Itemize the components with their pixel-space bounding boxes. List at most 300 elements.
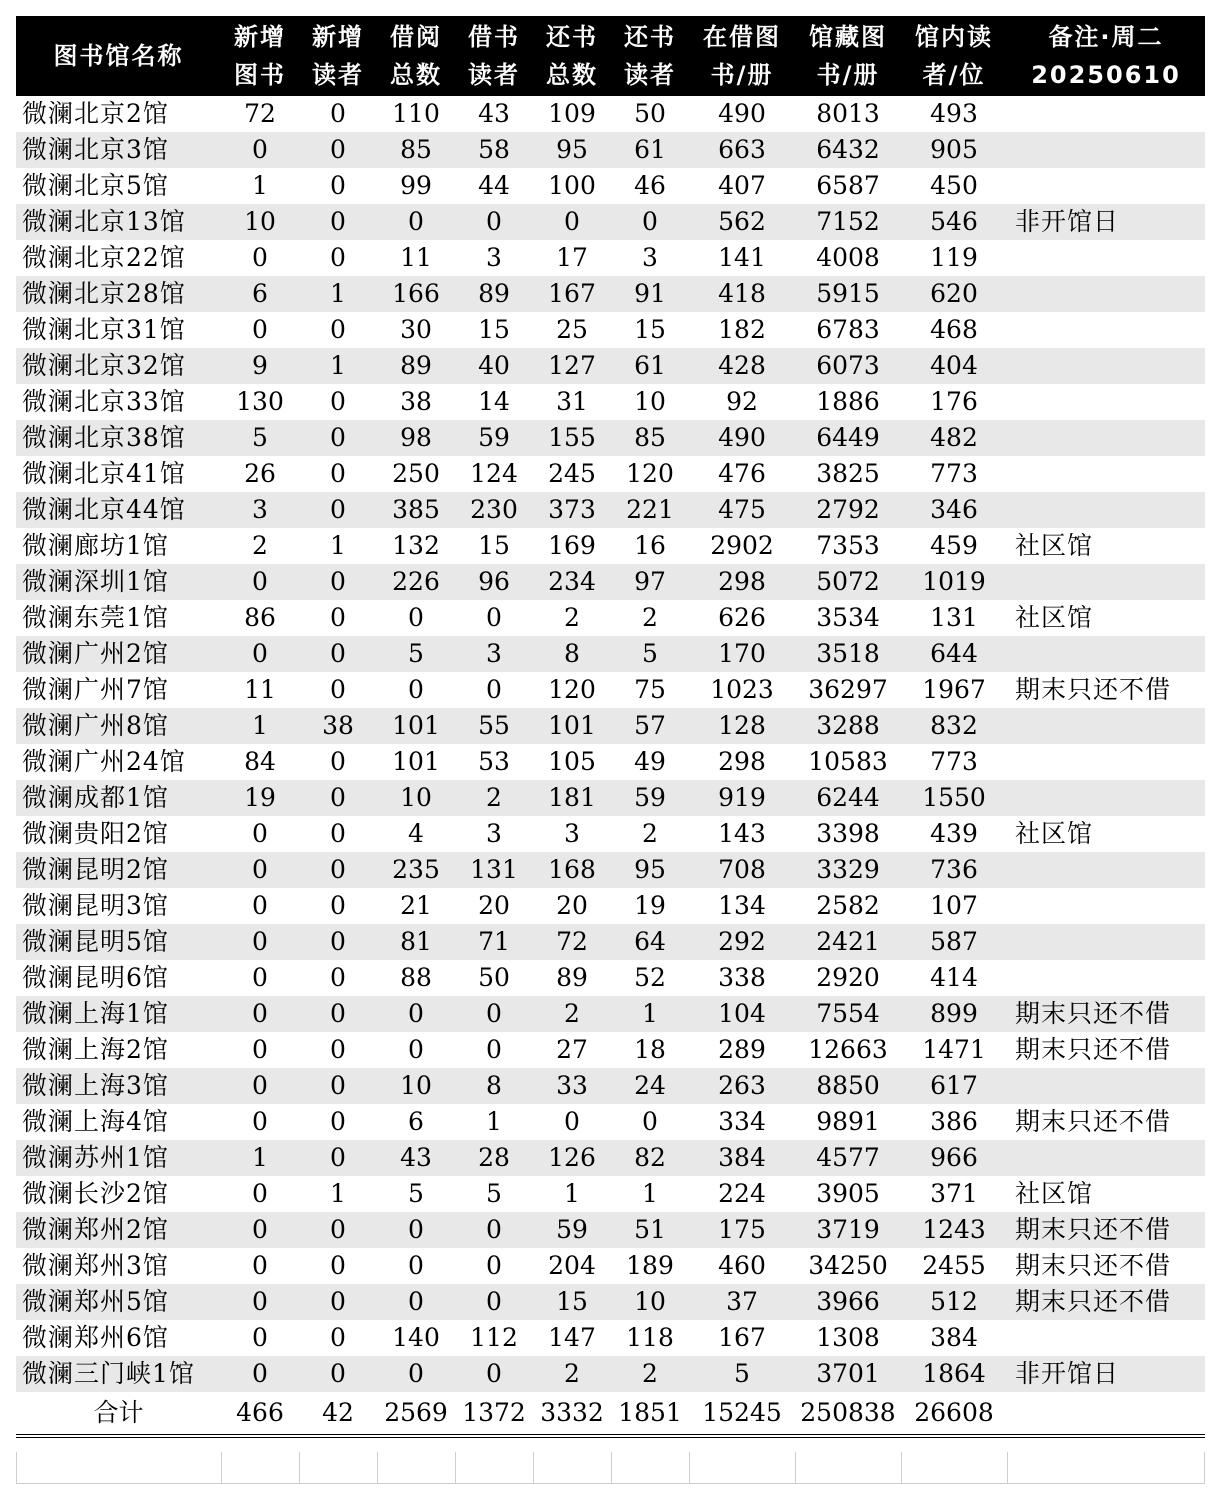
value-cell: 0: [330, 315, 346, 344]
table-body: [16, 96, 1205, 1392]
value-cell: 2: [611, 1356, 689, 1392]
value-cell: 708: [689, 852, 795, 888]
value-cell: 0: [299, 1356, 377, 1392]
value-cell: 6: [408, 1107, 424, 1136]
totals-cell: 2569: [377, 1392, 455, 1436]
value-cell: 61: [611, 132, 689, 168]
value-cell: 346: [901, 492, 1007, 528]
note-cell: [1007, 852, 1205, 888]
note-cell: [1007, 960, 1205, 996]
value-cell: 0: [221, 852, 299, 888]
library-name-cell: 微澜北京33馆: [22, 387, 186, 416]
value-cell: 4577: [795, 1140, 901, 1176]
value-cell: 127: [533, 348, 611, 384]
value-cell: 0: [299, 636, 377, 672]
value-cell: 130: [236, 387, 284, 416]
library-name-cell: 微澜北京5馆: [22, 171, 169, 200]
value-cell: 1: [330, 1179, 346, 1208]
value-cell: 0: [377, 996, 455, 1032]
library-name-cell: 微澜郑州2馆: [16, 1212, 221, 1248]
table-row: [16, 456, 1205, 492]
table-row: [16, 492, 1205, 528]
value-cell: 141: [718, 243, 766, 272]
note-cell: 非开馆日: [1007, 204, 1205, 240]
value-cell: 966: [901, 1140, 1007, 1176]
note-cell: [1007, 888, 1205, 924]
value-cell: 384: [689, 1140, 795, 1176]
value-cell: 0: [221, 564, 299, 600]
value-cell: 182: [718, 315, 766, 344]
empty-cell: [689, 1452, 795, 1484]
value-cell: 0: [455, 996, 533, 1032]
value-cell: 51: [611, 1212, 689, 1248]
value-cell: 0: [299, 1140, 377, 1176]
value-cell: 10583: [808, 747, 888, 776]
value-cell: 7353: [816, 531, 880, 560]
table-row: [16, 240, 1205, 276]
value-cell: 20: [556, 891, 588, 920]
library-name-cell: 微澜广州2馆: [16, 636, 221, 672]
value-cell: 0: [330, 387, 346, 416]
value-cell: 0: [252, 1323, 268, 1352]
value-cell: 59: [533, 1212, 611, 1248]
value-cell: 6: [221, 276, 299, 312]
value-cell: 44: [478, 171, 510, 200]
value-cell: 31: [556, 387, 588, 416]
value-cell: 0: [252, 891, 268, 920]
table-row: [16, 1176, 1205, 1212]
value-cell: 0: [221, 636, 299, 672]
value-cell: 587: [901, 924, 1007, 960]
value-cell: 75: [634, 675, 666, 704]
value-cell: 131: [930, 603, 978, 632]
value-cell: 0: [299, 780, 377, 816]
value-cell: 0: [408, 603, 424, 632]
value-cell: 617: [901, 1068, 1007, 1104]
value-cell: 263: [689, 1068, 795, 1104]
value-cell: 1: [330, 531, 346, 560]
totals-label: 合计: [16, 1392, 221, 1436]
value-cell: 49: [634, 747, 666, 776]
value-cell: 250: [392, 459, 440, 488]
value-cell: 0: [252, 1107, 268, 1136]
value-cell: 546: [901, 204, 1007, 240]
value-cell: 167: [533, 276, 611, 312]
value-cell: 0: [377, 204, 455, 240]
value-cell: 0: [299, 1284, 377, 1320]
value-cell: 373: [533, 492, 611, 528]
library-name-cell: 微澜广州8馆: [16, 708, 221, 744]
value-cell: 5: [611, 636, 689, 672]
value-cell: 10: [221, 204, 299, 240]
value-cell: 0: [252, 963, 268, 992]
value-cell: 0: [252, 1035, 268, 1064]
value-cell: 0: [299, 132, 377, 168]
value-cell: 204: [548, 1251, 596, 1280]
value-cell: 3: [564, 819, 580, 848]
header-return-readers: 还书 读者: [611, 16, 689, 96]
value-cell: 371: [930, 1179, 978, 1208]
value-cell: 57: [611, 708, 689, 744]
value-cell: 170: [689, 636, 795, 672]
totals-cell: 466: [221, 1392, 299, 1436]
value-cell: 33: [533, 1068, 611, 1104]
value-cell: 2: [642, 819, 658, 848]
table-row: [16, 1068, 1205, 1104]
empty-cell: [1007, 1452, 1205, 1484]
value-cell: 221: [611, 492, 689, 528]
value-cell: 43: [377, 1140, 455, 1176]
value-cell: 0: [221, 1212, 299, 1248]
value-cell: 28: [455, 1140, 533, 1176]
value-cell: 126: [533, 1140, 611, 1176]
table-row: [16, 708, 1205, 744]
value-cell: 235: [377, 852, 455, 888]
library-name-cell: 微澜北京31馆: [22, 315, 186, 344]
value-cell: 298: [689, 564, 795, 600]
value-cell: 0: [299, 1212, 377, 1248]
value-cell: 15: [478, 315, 510, 344]
value-cell: 298: [718, 747, 766, 776]
note-cell: 社区馆: [1015, 531, 1094, 560]
library-name-cell: 微澜北京32馆: [16, 348, 221, 384]
value-cell: 1: [221, 1140, 299, 1176]
value-cell: 0: [221, 996, 299, 1032]
value-cell: 386: [930, 1107, 978, 1136]
note-cell: [1007, 564, 1205, 600]
value-cell: 3825: [816, 459, 880, 488]
empty-cell: [795, 1452, 901, 1484]
note-cell: [1007, 384, 1205, 420]
value-cell: 1: [299, 348, 377, 384]
value-cell: 6432: [795, 132, 901, 168]
value-cell: 43: [478, 99, 510, 128]
value-cell: 493: [930, 99, 978, 128]
value-cell: 0: [299, 204, 377, 240]
header-library-name: 图书馆名称: [16, 16, 221, 96]
value-cell: 0: [252, 1179, 268, 1208]
value-cell: 0: [252, 1251, 268, 1280]
value-cell: 46: [634, 171, 666, 200]
totals-row: [16, 1392, 1205, 1436]
value-cell: 5: [486, 1179, 502, 1208]
library-name-cell: 微澜广州24馆: [22, 747, 186, 776]
table-row: [16, 1320, 1205, 1356]
header-new-readers: 新增 读者: [299, 16, 377, 96]
value-cell: 0: [486, 675, 502, 704]
value-cell: 3329: [795, 852, 901, 888]
value-cell: 64: [611, 924, 689, 960]
value-cell: 101: [533, 708, 611, 744]
value-cell: 4008: [816, 243, 880, 272]
table-row: [16, 132, 1205, 168]
value-cell: 55: [455, 708, 533, 744]
value-cell: 0: [377, 1212, 455, 1248]
value-cell: 0: [330, 1107, 346, 1136]
note-cell: [1007, 240, 1205, 276]
value-cell: 2421: [795, 924, 901, 960]
note-cell: 期末只还不借: [1007, 1284, 1205, 1320]
value-cell: 0: [299, 852, 377, 888]
table-row: [16, 348, 1205, 384]
value-cell: 450: [930, 171, 978, 200]
table-row: [16, 924, 1205, 960]
value-cell: 0: [455, 204, 533, 240]
table-row: [16, 1356, 1205, 1392]
value-cell: 3701: [795, 1356, 901, 1392]
value-cell: 3518: [795, 636, 901, 672]
note-cell: 社区馆: [1015, 1179, 1094, 1208]
value-cell: 98: [377, 420, 455, 456]
library-name-cell: 微澜北京3馆: [16, 132, 221, 168]
value-cell: 490: [718, 99, 766, 128]
value-cell: 0: [377, 1356, 455, 1392]
value-cell: 10: [377, 1068, 455, 1104]
value-cell: 1023: [710, 675, 774, 704]
note-cell: 期末只还不借: [1015, 1107, 1172, 1136]
value-cell: 0: [330, 603, 346, 632]
library-name-cell: 微澜昆明6馆: [22, 963, 169, 992]
value-cell: 95: [533, 132, 611, 168]
value-cell: 0: [330, 1035, 346, 1064]
value-cell: 89: [455, 276, 533, 312]
note-cell: 期末只还不借: [1007, 1212, 1205, 1248]
table-row: [16, 420, 1205, 456]
note-cell: [1007, 780, 1205, 816]
value-cell: 52: [634, 963, 666, 992]
value-cell: 118: [626, 1323, 674, 1352]
value-cell: 230: [455, 492, 533, 528]
value-cell: 2: [564, 603, 580, 632]
note-cell: [1007, 312, 1205, 348]
value-cell: 61: [611, 348, 689, 384]
value-cell: 0: [299, 924, 377, 960]
empty-cell: [455, 1452, 533, 1484]
value-cell: 234: [533, 564, 611, 600]
value-cell: 128: [689, 708, 795, 744]
header-on-loan: 在借图 书/册: [689, 16, 795, 96]
library-name-cell: 微澜郑州6馆: [22, 1323, 169, 1352]
value-cell: 0: [299, 996, 377, 1032]
value-cell: 3719: [795, 1212, 901, 1248]
header-in-library-readers: 馆内读 者/位: [901, 16, 1007, 96]
value-cell: 18: [634, 1035, 666, 1064]
table-row: [16, 1212, 1205, 1248]
note-cell: [1007, 276, 1205, 312]
library-name-cell: 微澜上海1馆: [16, 996, 221, 1032]
totals-cell: 1372: [455, 1392, 533, 1436]
value-cell: 14: [478, 387, 510, 416]
value-cell: 0: [252, 315, 268, 344]
value-cell: 0: [330, 99, 346, 128]
value-cell: 475: [689, 492, 795, 528]
value-cell: 245: [548, 459, 596, 488]
value-cell: 189: [626, 1251, 674, 1280]
value-cell: 3: [486, 243, 502, 272]
value-cell: 3: [455, 636, 533, 672]
value-cell: 3288: [795, 708, 901, 744]
value-cell: 147: [548, 1323, 596, 1352]
table-row: [16, 276, 1205, 312]
value-cell: 1471: [922, 1035, 986, 1064]
value-cell: 131: [455, 852, 533, 888]
note-cell: [1007, 132, 1205, 168]
empty-cell: [221, 1452, 299, 1484]
value-cell: 134: [718, 891, 766, 920]
value-cell: 8: [455, 1068, 533, 1104]
value-cell: 19: [634, 891, 666, 920]
totals-cell: 1851: [611, 1392, 689, 1436]
library-name-cell: 微澜北京44馆: [16, 492, 221, 528]
value-cell: 5: [408, 1179, 424, 1208]
value-cell: 0: [221, 1068, 299, 1104]
value-cell: 3534: [816, 603, 880, 632]
note-cell: 期末只还不借: [1007, 996, 1205, 1032]
table-row: [16, 384, 1205, 420]
value-cell: 38: [400, 387, 432, 416]
library-name-cell: 微澜三门峡1馆: [16, 1356, 221, 1392]
value-cell: 289: [718, 1035, 766, 1064]
value-cell: 407: [718, 171, 766, 200]
value-cell: 1019: [901, 564, 1007, 600]
value-cell: 26: [244, 459, 276, 488]
empty-cell: [611, 1452, 689, 1484]
note-cell: [1007, 420, 1205, 456]
library-name-cell: 微澜北京13馆: [16, 204, 221, 240]
value-cell: 0: [455, 1356, 533, 1392]
value-cell: 30: [400, 315, 432, 344]
value-cell: 17: [556, 243, 588, 272]
value-cell: 3398: [816, 819, 880, 848]
value-cell: 1: [486, 1107, 502, 1136]
table-row: [16, 204, 1205, 240]
value-cell: 82: [611, 1140, 689, 1176]
value-cell: 3966: [795, 1284, 901, 1320]
value-cell: 0: [330, 819, 346, 848]
value-cell: 2: [533, 996, 611, 1032]
value-cell: 0: [408, 675, 424, 704]
value-cell: 84: [244, 747, 276, 776]
note-cell: [1007, 708, 1205, 744]
value-cell: 0: [252, 819, 268, 848]
value-cell: 50: [634, 99, 666, 128]
value-cell: 21: [400, 891, 432, 920]
library-name-cell: 微澜苏州1馆: [16, 1140, 221, 1176]
value-cell: 3: [221, 492, 299, 528]
value-cell: 224: [718, 1179, 766, 1208]
value-cell: 101: [377, 708, 455, 744]
empty-row: [16, 1452, 1205, 1484]
value-cell: 414: [930, 963, 978, 992]
value-cell: 6783: [816, 315, 880, 344]
value-cell: 11: [244, 675, 276, 704]
value-cell: 5072: [795, 564, 901, 600]
value-cell: 155: [533, 420, 611, 456]
note-cell: [1007, 744, 1205, 780]
value-cell: 736: [901, 852, 1007, 888]
value-cell: 2902: [710, 531, 774, 560]
value-cell: 0: [330, 171, 346, 200]
value-cell: 3905: [816, 1179, 880, 1208]
value-cell: 15: [533, 1284, 611, 1320]
value-cell: 124: [470, 459, 518, 488]
value-cell: 0: [455, 1212, 533, 1248]
value-cell: 626: [718, 603, 766, 632]
value-cell: 0: [330, 675, 346, 704]
value-cell: 81: [377, 924, 455, 960]
value-cell: 120: [548, 675, 596, 704]
value-cell: 25: [556, 315, 588, 344]
totals-cell: 42: [299, 1392, 377, 1436]
library-stats-table: [16, 16, 1205, 1438]
value-cell: 10: [377, 780, 455, 816]
value-cell: 53: [478, 747, 510, 776]
value-cell: 919: [689, 780, 795, 816]
value-cell: 0: [330, 1323, 346, 1352]
value-cell: 100: [548, 171, 596, 200]
value-cell: 0: [330, 1251, 346, 1280]
table-row: [16, 780, 1205, 816]
value-cell: 663: [689, 132, 795, 168]
library-stats-sheet: [16, 16, 1205, 1438]
value-cell: 644: [901, 636, 1007, 672]
library-name-cell: 微澜郑州3馆: [22, 1251, 169, 1280]
table-row: [16, 996, 1205, 1032]
value-cell: 5: [221, 420, 299, 456]
value-cell: 404: [901, 348, 1007, 384]
library-name-cell: 微澜北京28馆: [16, 276, 221, 312]
value-cell: 36297: [808, 675, 888, 704]
value-cell: 0: [221, 1356, 299, 1392]
value-cell: 0: [330, 459, 346, 488]
value-cell: 72: [244, 99, 276, 128]
value-cell: 512: [901, 1284, 1007, 1320]
value-cell: 15: [478, 531, 510, 560]
value-cell: 101: [392, 747, 440, 776]
value-cell: 226: [377, 564, 455, 600]
value-cell: 120: [626, 459, 674, 488]
value-cell: 2: [252, 531, 268, 560]
value-cell: 10: [634, 387, 666, 416]
table-row: [16, 1032, 1205, 1068]
header-collection: 馆藏图 书/册: [795, 16, 901, 96]
table-row: [16, 528, 1205, 564]
value-cell: 2582: [816, 891, 880, 920]
value-cell: 99: [400, 171, 432, 200]
totals-cell: 250838: [795, 1392, 901, 1436]
library-name-cell: 微澜广州7馆: [22, 675, 169, 704]
value-cell: 167: [718, 1323, 766, 1352]
value-cell: 0: [299, 420, 377, 456]
value-cell: 24: [611, 1068, 689, 1104]
library-name-cell: 微澜长沙2馆: [22, 1179, 169, 1208]
value-cell: 3: [642, 243, 658, 272]
value-cell: 40: [455, 348, 533, 384]
value-cell: 12663: [808, 1035, 888, 1064]
totals-note: [1007, 1392, 1205, 1436]
value-cell: 105: [548, 747, 596, 776]
table-row: [16, 1284, 1205, 1320]
value-cell: 96: [455, 564, 533, 600]
note-cell: [1007, 1068, 1205, 1104]
note-cell: [1007, 348, 1205, 384]
note-cell: [1007, 96, 1205, 132]
table-row: [16, 564, 1205, 600]
value-cell: 34250: [808, 1251, 888, 1280]
table-row: [16, 852, 1205, 888]
value-cell: 89: [556, 963, 588, 992]
value-cell: 459: [930, 531, 978, 560]
